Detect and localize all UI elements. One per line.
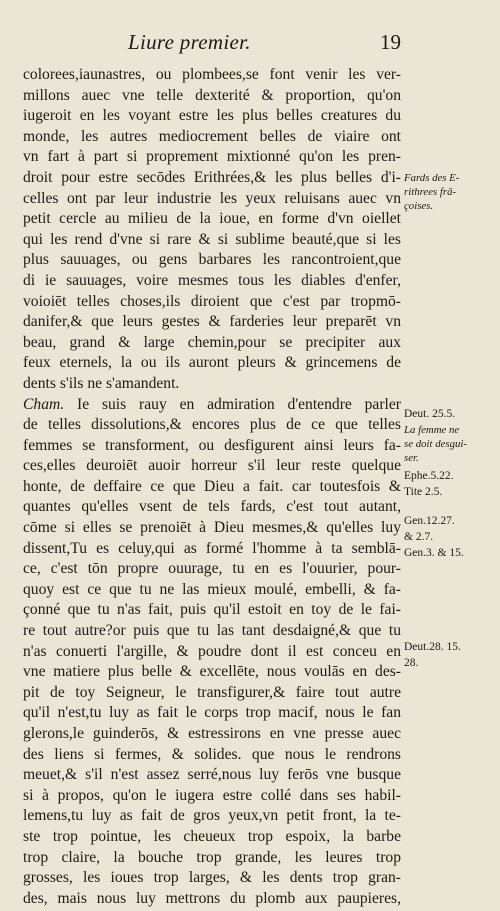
text-line: danifer,& que leurs gestes & farderies leur preparēt vn	[23, 313, 401, 331]
margin-reference: 28.	[404, 657, 419, 669]
margin-reference: Deut. 25.5.	[404, 408, 456, 420]
text-line: beau, grand & large chemin,pour se precipiter aux	[23, 333, 401, 351]
text-line: qui les rend d'vne si rare & si sublime beauté,que si les	[23, 230, 401, 248]
margin-reference: & 2.7.	[404, 531, 434, 543]
text-line: re tout autre?or puis que tu las tant desdaigné,& que tu	[23, 622, 401, 640]
text-line: quantes qu'elles vsent de tels fards, c'est tout autant,	[23, 498, 401, 516]
text-line: trop claire, la bouche trop grande, les leures trop	[23, 848, 401, 866]
text-line: iugeroit en les voyant estre les plus belles creatures du	[23, 107, 401, 125]
text-line: des, mais nous luy mettrons du plomb aux paupieres,	[23, 889, 401, 907]
text-line: dissent,Tu es celuy,qui as formé l'homme à ta semblā-	[23, 539, 401, 557]
text-line: pit de toy Seigneur, le transfigurer,& faire tout autre	[23, 683, 401, 701]
margin-reference: Gen.12.27.	[404, 515, 455, 527]
text-line: colorees,iaunastres, ou plombees,se font venir les ver-	[23, 66, 401, 83]
margin-reference: Gen.3. & 15.	[404, 547, 464, 559]
text-line: ce, c'est tōn propre ouurage, tu en es l'ouurier, pour-	[23, 560, 401, 578]
text-line: cōme si elles se prenoiēt à Dieu mesmes,& qu'elles luy	[23, 519, 401, 537]
page-number: 19	[380, 30, 401, 54]
page-header	[0, 30, 500, 56]
text-line: çonné que tu n'as fait, puis qu'il estoit en toy de le fai-	[23, 601, 401, 619]
text-line: millons auec vne telle dexterité & proportion, qu'on	[23, 86, 401, 104]
text-line: meuet,& s'il n'est assez serré,nous luy ferōs vne busque	[23, 766, 401, 784]
text-line: n'as conuerti l'argille, & poudre dont il est conceu en	[23, 642, 401, 660]
margin-note: çoises.	[404, 200, 434, 212]
text-line: grosses, les ioues trop larges, & les dents trop gran-	[23, 869, 401, 887]
text-line: monde, les autres mediocrement belles de viaire ont	[23, 127, 401, 145]
text-line: plus sauuages, ou gens barbares les rancontroient,que	[23, 251, 401, 269]
text-line: ste trop pointue, les cheueux trop espoix, la barbe	[23, 827, 401, 845]
margin-reference: Deut.28. 15.	[404, 641, 461, 653]
margin-note: se doit desgui-	[404, 438, 467, 450]
text-line: vne matiere plus belle & excellēte, nous voulās en des-	[23, 663, 401, 681]
running-title: Liure premier.	[128, 30, 251, 54]
margin-note: rithrees frā-	[404, 186, 457, 198]
text-line: petit cercle au milieu de la ioue, en forme d'vn oiellet	[23, 210, 401, 228]
text-line: des liens si fermes, & solides. que nous le rendrons	[23, 745, 401, 763]
margin-note: Fards des E-	[404, 172, 460, 184]
text-line: feux eternels, la ou ils auront pleurs & grincemens de	[23, 354, 401, 372]
text-line: Ie suis rauy en admiration d'entendre parler	[77, 395, 401, 413]
text-line: qu'il n'est,tu luy as fait le corps trop macif, nous le fan	[23, 704, 401, 722]
text-line: honte, de deffaire ce que Dieu a fait. car toutesfois &	[23, 477, 401, 495]
text-line: vn fart à part si proprement mixtionné qu'on les pren-	[23, 148, 401, 166]
text-line: di ie sauuages, voire mesmes tous les diables d'enfer,	[23, 271, 401, 289]
text-line: lemens,tu luy as fait de gros yeux,vn petit front, la te-	[23, 807, 401, 825]
text-line: dents s'ils ne s'amandent.	[23, 374, 180, 392]
text-line: si à propos, qu'on le iugera estre collé dans ses habil-	[23, 786, 401, 804]
text-line: quoy est ce que tu ne las mieux moulé, embelli, & fa-	[23, 580, 401, 598]
text-line: celles ont par leur industrie les yeux reluisans auec vn	[23, 189, 401, 207]
text-line: droit pour estre secōdes Erithrées,& les plus belles d'i-	[23, 168, 401, 186]
text-line: femmes se transforment, ou desfigurent ainsi leurs fa-	[23, 436, 401, 454]
speaker-name: Cham.	[23, 395, 65, 413]
speaker-line	[23, 395, 401, 416]
text-line: ces,elles deuroiēt auoir horreur s'il leur reste quelque	[23, 457, 401, 475]
margin-note: ser.	[404, 452, 419, 464]
text-line: glerons,le guinderōs, & estressirons en vne presse auec	[23, 725, 401, 742]
margin-note: La femme ne	[404, 424, 460, 436]
text-line: voioiēt telles choses,ils diroient que c'est par tropmō-	[23, 292, 401, 310]
margin-reference: Tite 2.5.	[404, 486, 443, 498]
body-text	[23, 65, 401, 909]
text-line: de telles dissolutions,& encores plus de ce que telles	[23, 416, 401, 434]
margin-reference: Ephe.5.22.	[404, 470, 454, 482]
